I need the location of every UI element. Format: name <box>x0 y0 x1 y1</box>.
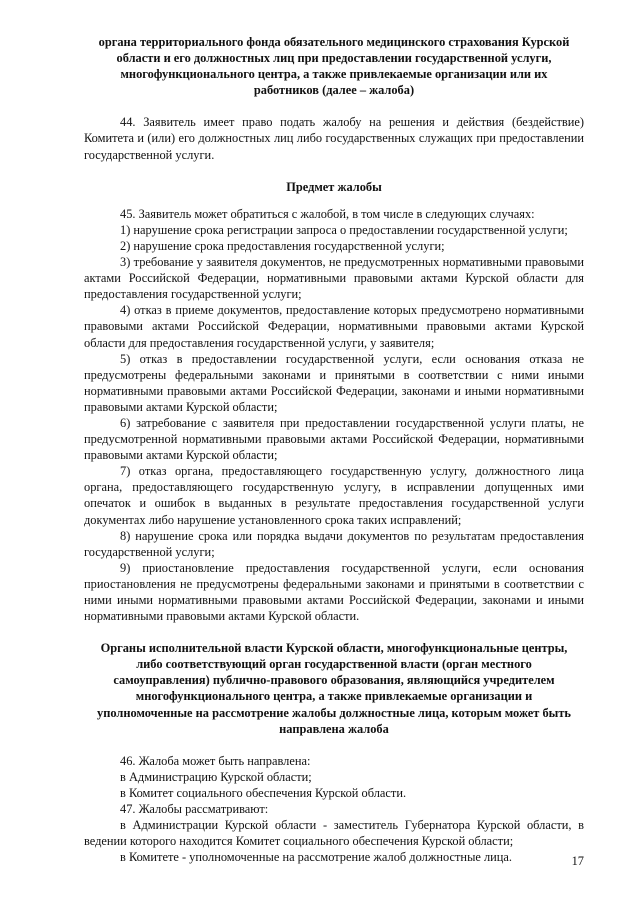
case-item: 5) отказ в предоставлении государственной услуги, если основания отказа не предусмотрены федеральными законами и принятыми в соответствии с ними иными нормативными правовыми актами Российской Федерации, законами и иными нормативными правовыми актами Курской области; <box>84 351 584 414</box>
paragraph-47: 47. Жалобы рассматривают: <box>120 802 269 817</box>
heading-complaint-bodies: Органы исполнительной власти Курской области, многофункциональные центры, либо соответствующий орган государственной власти (орган местного самоуправления) публично-правового образования, являющийся учредителем многофункционального центра, а также привлекаемые организации и уполномоченные на рассмотрение жалобы должностные лица, которым может быть направлена жалоба <box>97 641 571 736</box>
paragraph-46-item-1: в Администрацию Курской области; <box>120 769 312 784</box>
paragraph-46: 46. Жалоба может быть направлена: <box>120 753 311 768</box>
page-number: 17 <box>571 854 584 868</box>
case-item: 6) затребование с заявителя при предоставлении государственной услуги платы, не предусмотренной нормативными правовыми актами Российской Федерации, нормативными правовыми актами Курской области; <box>84 415 584 463</box>
paragraph-47-item-1: в Администрации Курской области - заместитель Губернатора Курской области, в ведении которого находится Комитет социального обеспечения Курской области; <box>84 818 584 849</box>
case-item: 2) нарушение срока предоставления государственной услуги; <box>120 238 445 253</box>
heading-complaint-continuation: органа территориального фонда обязательного медицинского страхования Курской области и его должностных лиц при предоставлении государственной услуги, многофункционального центра, а также привлекаемые организации или их работников (далее – жалоба) <box>98 35 570 98</box>
cases-list <box>84 222 584 624</box>
paragraph-45: 45. Заявитель может обратиться с жалобой, в том числе в следующих случаях: <box>120 206 535 221</box>
document-body <box>84 34 584 865</box>
heading-complaint-subject: Предмет жалобы <box>286 179 382 194</box>
case-item: 8) нарушение срока или порядка выдачи документов по результатам предоставления государственной услуги; <box>84 528 584 559</box>
case-item: 4) отказ в приеме документов, предоставление которых предусмотрено нормативными правовыми актами Российской Федерации, нормативными правовыми актами Курской области для предоставления государственной услуги, у заявителя; <box>84 303 584 350</box>
case-item: 7) отказ органа, предоставляющего государственную услугу, должностного лица органа, предоставляющего государственную услугу, в исправлении допущенных ими опечаток и ошибок в выданных в результате предоставления государственной услуги документах либо нарушение установленного срока таких исправлений; <box>84 464 584 527</box>
case-item: 9) приостановление предоставления государственной услуги, если основания приостановления не предусмотрены федеральными законами и принятыми в соответствии с ними иными нормативными правовыми актами Российской Федерации, законами и иными нормативными правовыми актами Курской области. <box>84 560 584 624</box>
case-item: 1) нарушение срока регистрации запроса о предоставлении государственной услуги; <box>120 222 568 237</box>
paragraph-47-item-2: в Комитете - уполномоченные на рассмотрение жалоб должностные лица. <box>120 850 513 865</box>
paragraph-44: 44. Заявитель имеет право подать жалобу на решения и действия (бездействие) Комитета и (или) его должностных лиц либо государственных служащих при предоставлении государственной услуги. <box>84 115 584 162</box>
case-item: 3) требование у заявителя документов, не предусмотренных нормативными правовыми актами Российской Федерации, нормативными правовыми актами Курской области для предоставления государственной услуги; <box>84 255 584 302</box>
paragraph-46-item-2: в Комитет социального обеспечения Курской области. <box>120 785 407 800</box>
